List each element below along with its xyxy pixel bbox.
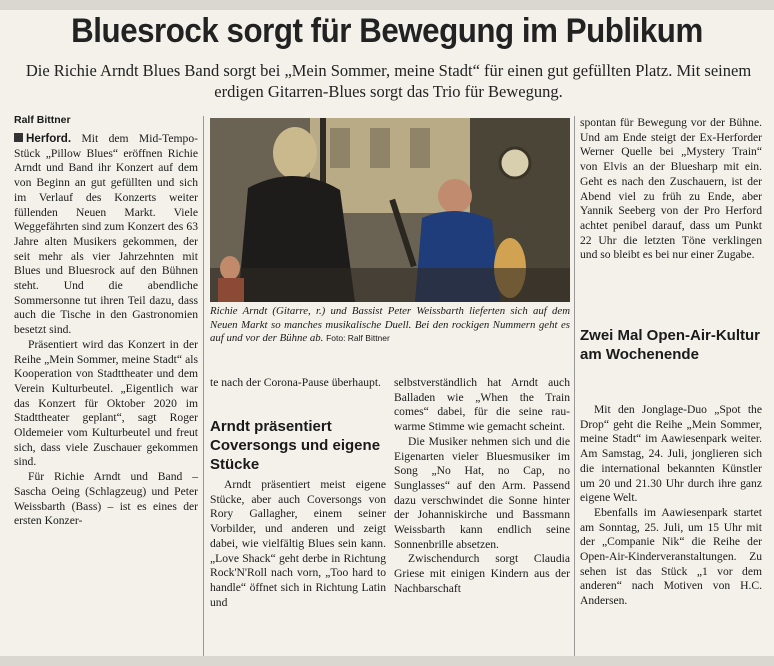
column-2: [210, 478, 386, 610]
col3-paragraph-1: selbstverständlich hat Arndt auch Balladen wie „When the Train comes“ dabei, für die seine rau-warme Stimme wie gemacht scheint.: [394, 376, 570, 434]
dateline: Herford.: [26, 132, 72, 145]
headline: Bluesrock sorgt für Bewegung im Publikum: [71, 12, 703, 50]
column-rule: [574, 116, 575, 656]
col2-paragraph-2: Arndt präsentiert meist eigene Stücke, aber auch Coversongs von Rory Gallagher, einem seiner Vorbilder, und anderen und zeigt dabei, wie vielfältig Blues sein kann. „Love Shack“ geht derbe in Richtung Rock'N'Roll nach vorn, „Too hard to handle“ öffnet sich in Richtung Latin und: [210, 478, 386, 609]
col4-paragraph-1: spontan für Bewegung vor der Bühne. Und am Ende steigt der Ex-Herforder Werner Quelle bei „Mystery Train“ von Elvis an der Bluesharp mit ein. Geht es nach den Zuschauern, ist der Abend viel zu früh zu Ende, aber Yannik Seeberg von der Pro Herford achtet penibel darauf, dass um Punkt 22 Uhr die letzten Töne verklingen und so bleibt es bei nur einer Zugabe.: [580, 116, 762, 262]
column-rule: [203, 116, 204, 656]
photo-credit: Foto: Ralf Bittner: [326, 333, 390, 344]
location-marker-icon: [14, 133, 23, 142]
column-2-top: [210, 376, 386, 391]
subheadline: Die Richie Arndt Blues Band sorgt bei „Mein Sommer, meine Stadt“ für einen gut gefüllten Platz. Mit seinem erdigen Gitarren-Blues sorgt das Trio für Bewegung.: [25, 61, 752, 101]
col1-paragraph-3: Für Richie Arndt und Band – Sascha Oeing (Schlagzeug) und Peter Weissbarth (Bass) – ist es eines der ersten Konzer-: [14, 470, 198, 528]
column-3: [394, 376, 570, 597]
photo-caption: [210, 305, 570, 346]
concert-photo-illustration: [210, 118, 570, 302]
col3-paragraph-3: Zwischendurch sorgt Claudia Griese mit einigen Kindern aus der Nachbarschaft: [394, 552, 570, 595]
col4-paragraph-3: Ebenfalls im Aawiesenpark startet am Sonntag, 25. Juli, um 15 Uhr mit der „Companie Nik“ die Reihe der Open-Air-Kinderveranstaltungen. Zu sehen ist das Stück „1 vor dem anderen“ nach Motiven von H.C. Andersen.: [580, 505, 762, 608]
col4-paragraph-2: Mit den Jonglage-Duo „Spot the Drop“ geht die Reihe „Mein Sommer, meine Stadt“ im Aawiesenpark weiter. Am Samstag, 24. Juli, jonglieren sich die international bekannten Künstler um 20 und 21.30 Uhr durch ihre ganz eigene Welt.: [580, 403, 762, 505]
author-byline: Ralf Bittner: [14, 114, 71, 126]
col3-paragraph-2: Die Musiker nehmen sich und die Eigenarten vieler Bluesmusiker im Song „No Hat, no Cap, no Sunglasses“ auf den Arm. Passend dazu verschwindet die Sonne hinter der Johanniskirche und Bassmann Weissbarth kann endlich seine Sonnenbrille absetzen.: [394, 434, 570, 551]
column-1: [14, 132, 198, 529]
col4-heading: Zwei Mal Open-Air-Kultur am Wochenende: [580, 327, 760, 363]
col1-paragraph-1: Mit dem Mid-Tempo-Stück „Pillow Blues“ eröffnen Richie Arndt und Band ihr Konzert auf dem von Beginn an gut gefüllten und sich im Verlauf des Konzerts weiter füllenden Neuen Markt. Viele Weggefährten sind zum Konzert des 63 Jahre alten Musikers gekommen, der seit mehr als vier Jahrzehnten mit Blues und Bluesrock auf den Bühnen steht. Und die abendliche Sommersonne tut ihren Teil dazu, dass auch die Tische in den Gastronomien besetzt sind.: [14, 132, 198, 337]
column-4-bottom: [580, 403, 762, 609]
col1-paragraph-2: Präsentiert wird das Konzert in der Reihe „Mein Sommer, meine Stadt“ als Kooperation von Stadttheater und dem Verein Kulturbeutel. „Eigentlich war das Konzert für Oktober 2020 im Stadttheater geplant“, sagt Roger Oldemeier vom Kulturbeutel und freut sich, dass viele Zuschauer gekommen sind.: [14, 337, 198, 469]
column-4: [580, 116, 762, 263]
concert-photo: [210, 118, 570, 302]
caption-text: Richie Arndt (Gitarre, r.) und Bassist Peter Weissbarth lieferten sich auf dem Neuen Markt so manches musikalische Duell. Bei den rockigen Nummern geht es auf und vor der Bühne ab.: [210, 305, 570, 345]
col2-heading: Arndt präsentiert Coversongs und eigene Stücke: [210, 418, 381, 473]
newspaper-clipping: [6, 8, 768, 658]
col2-paragraph-1: te nach der Corona-Pause überhaupt.: [210, 376, 381, 389]
